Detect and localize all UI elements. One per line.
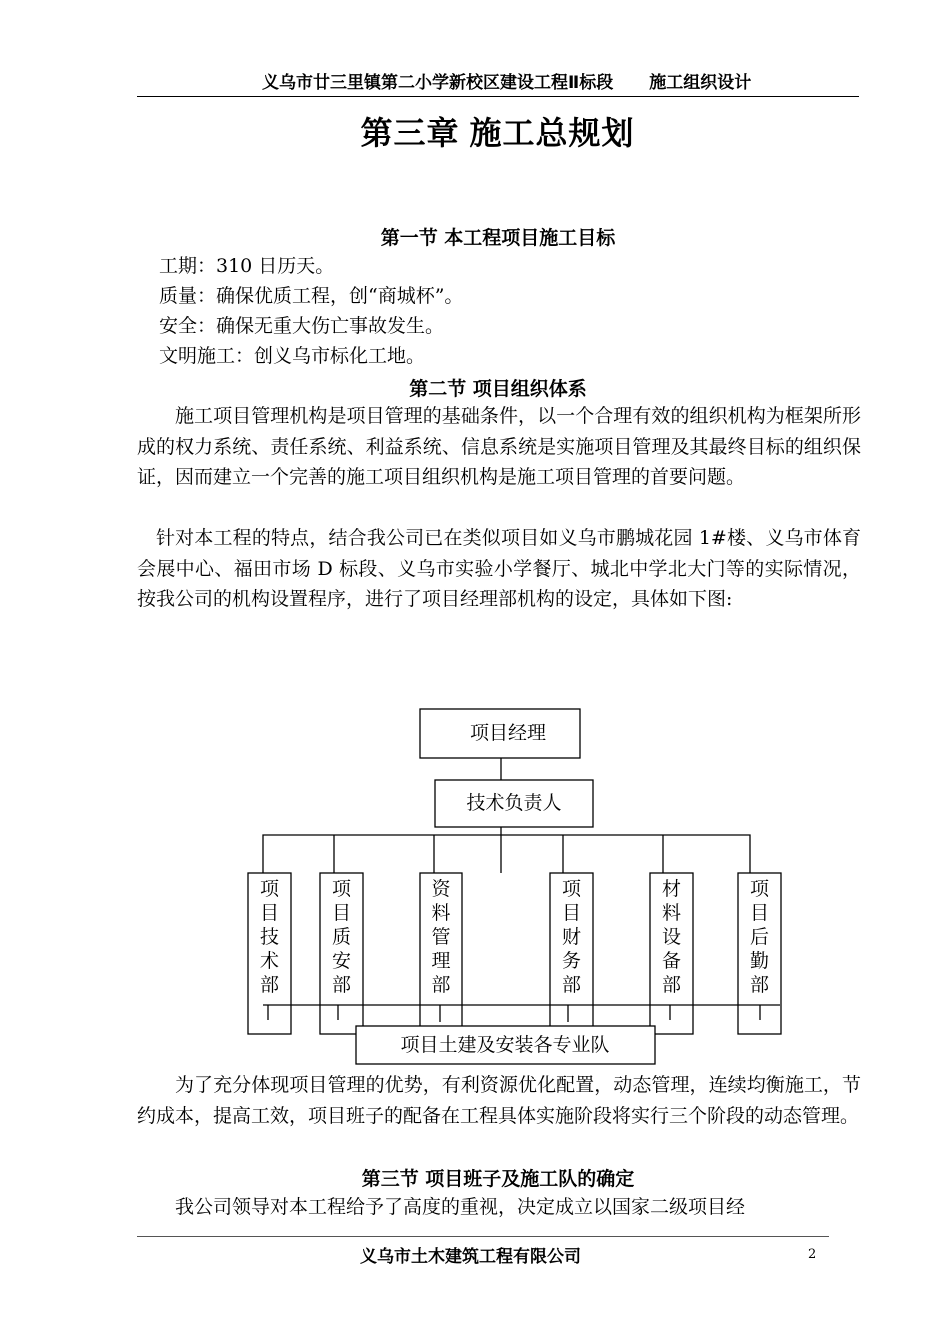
department-label: 项目后勤部 [749, 878, 770, 996]
section-2-paragraph-3: 为了充分体现项目管理的优势，有利资源优化配置，动态管理，连续均衡施工，节约成本，提高工效，项目班子的配备在工程具体实施阶段将实行三个阶段的动态管理。 [137, 1074, 861, 1127]
section-1-title: 第一节 本工程项目施工目标 [380, 227, 616, 249]
department-label: 材料设备部 [661, 878, 682, 996]
page-number: 2 [808, 1247, 817, 1262]
teams-label: 项目土建及安装各专业队 [400, 1034, 610, 1056]
chapter-title: 第三章 施工总规划 [360, 115, 635, 151]
goal-quality: 质量：确保优质工程，创“商城杯”。 [159, 285, 464, 307]
manager-label: 项目经理 [469, 722, 547, 744]
footer-company: 义乌市土木建筑工程有限公司 [360, 1247, 581, 1266]
tech-lead-label: 技术负责人 [466, 792, 562, 814]
header-project-title: 义乌市廿三里镇第二小学新校区建设工程Ⅱ标段 [262, 73, 614, 92]
section-2-paragraph-1: 施工项目管理机构是项目管理的基础条件，以一个合理有效的组织机构为框架所形成的权力系统、责任系统、利益系统、信息系统是实施项目管理及其最终目标的组织保证，因而建立一个完善的施工项目组织机构是施工项目管理的首要问题。 [137, 405, 861, 488]
goal-civilized: 文明施工：创义乌市标化工地。 [159, 345, 426, 367]
goal-safety: 安全：确保无重大伤亡事故发生。 [159, 315, 445, 337]
header-doc-type: 施工组织设计 [649, 73, 752, 92]
department-label: 项目质安部 [331, 878, 352, 996]
section-2-paragraph-2: 针对本工程的特点，结合我公司已在类似项目如义乌市鹏城花园 1#楼、义乌市体育会展中心、福田市场 D 标段、义乌市实验小学餐厅、城北中学北大门等的实际情况，按我公司的机构设置程序，进行了项目经理部机构的设定，具体如下图: [137, 527, 861, 610]
department-label: 项目财务部 [561, 878, 582, 996]
section-3-paragraph-1: 我公司领导对本工程给予了高度的重视，决定成立以国家二级项目经 [175, 1196, 746, 1218]
goal-schedule: 工期：310 日历天。 [159, 255, 335, 277]
footer-rule [137, 1236, 829, 1237]
branch-bar [263, 835, 750, 873]
department-label: 项目技术部 [259, 878, 280, 996]
department-label: 资料管理部 [431, 878, 451, 996]
section-3-title: 第三节 项目班子及施工队的确定 [361, 1168, 635, 1190]
section-2-title: 第二节 项目组织体系 [409, 378, 587, 400]
